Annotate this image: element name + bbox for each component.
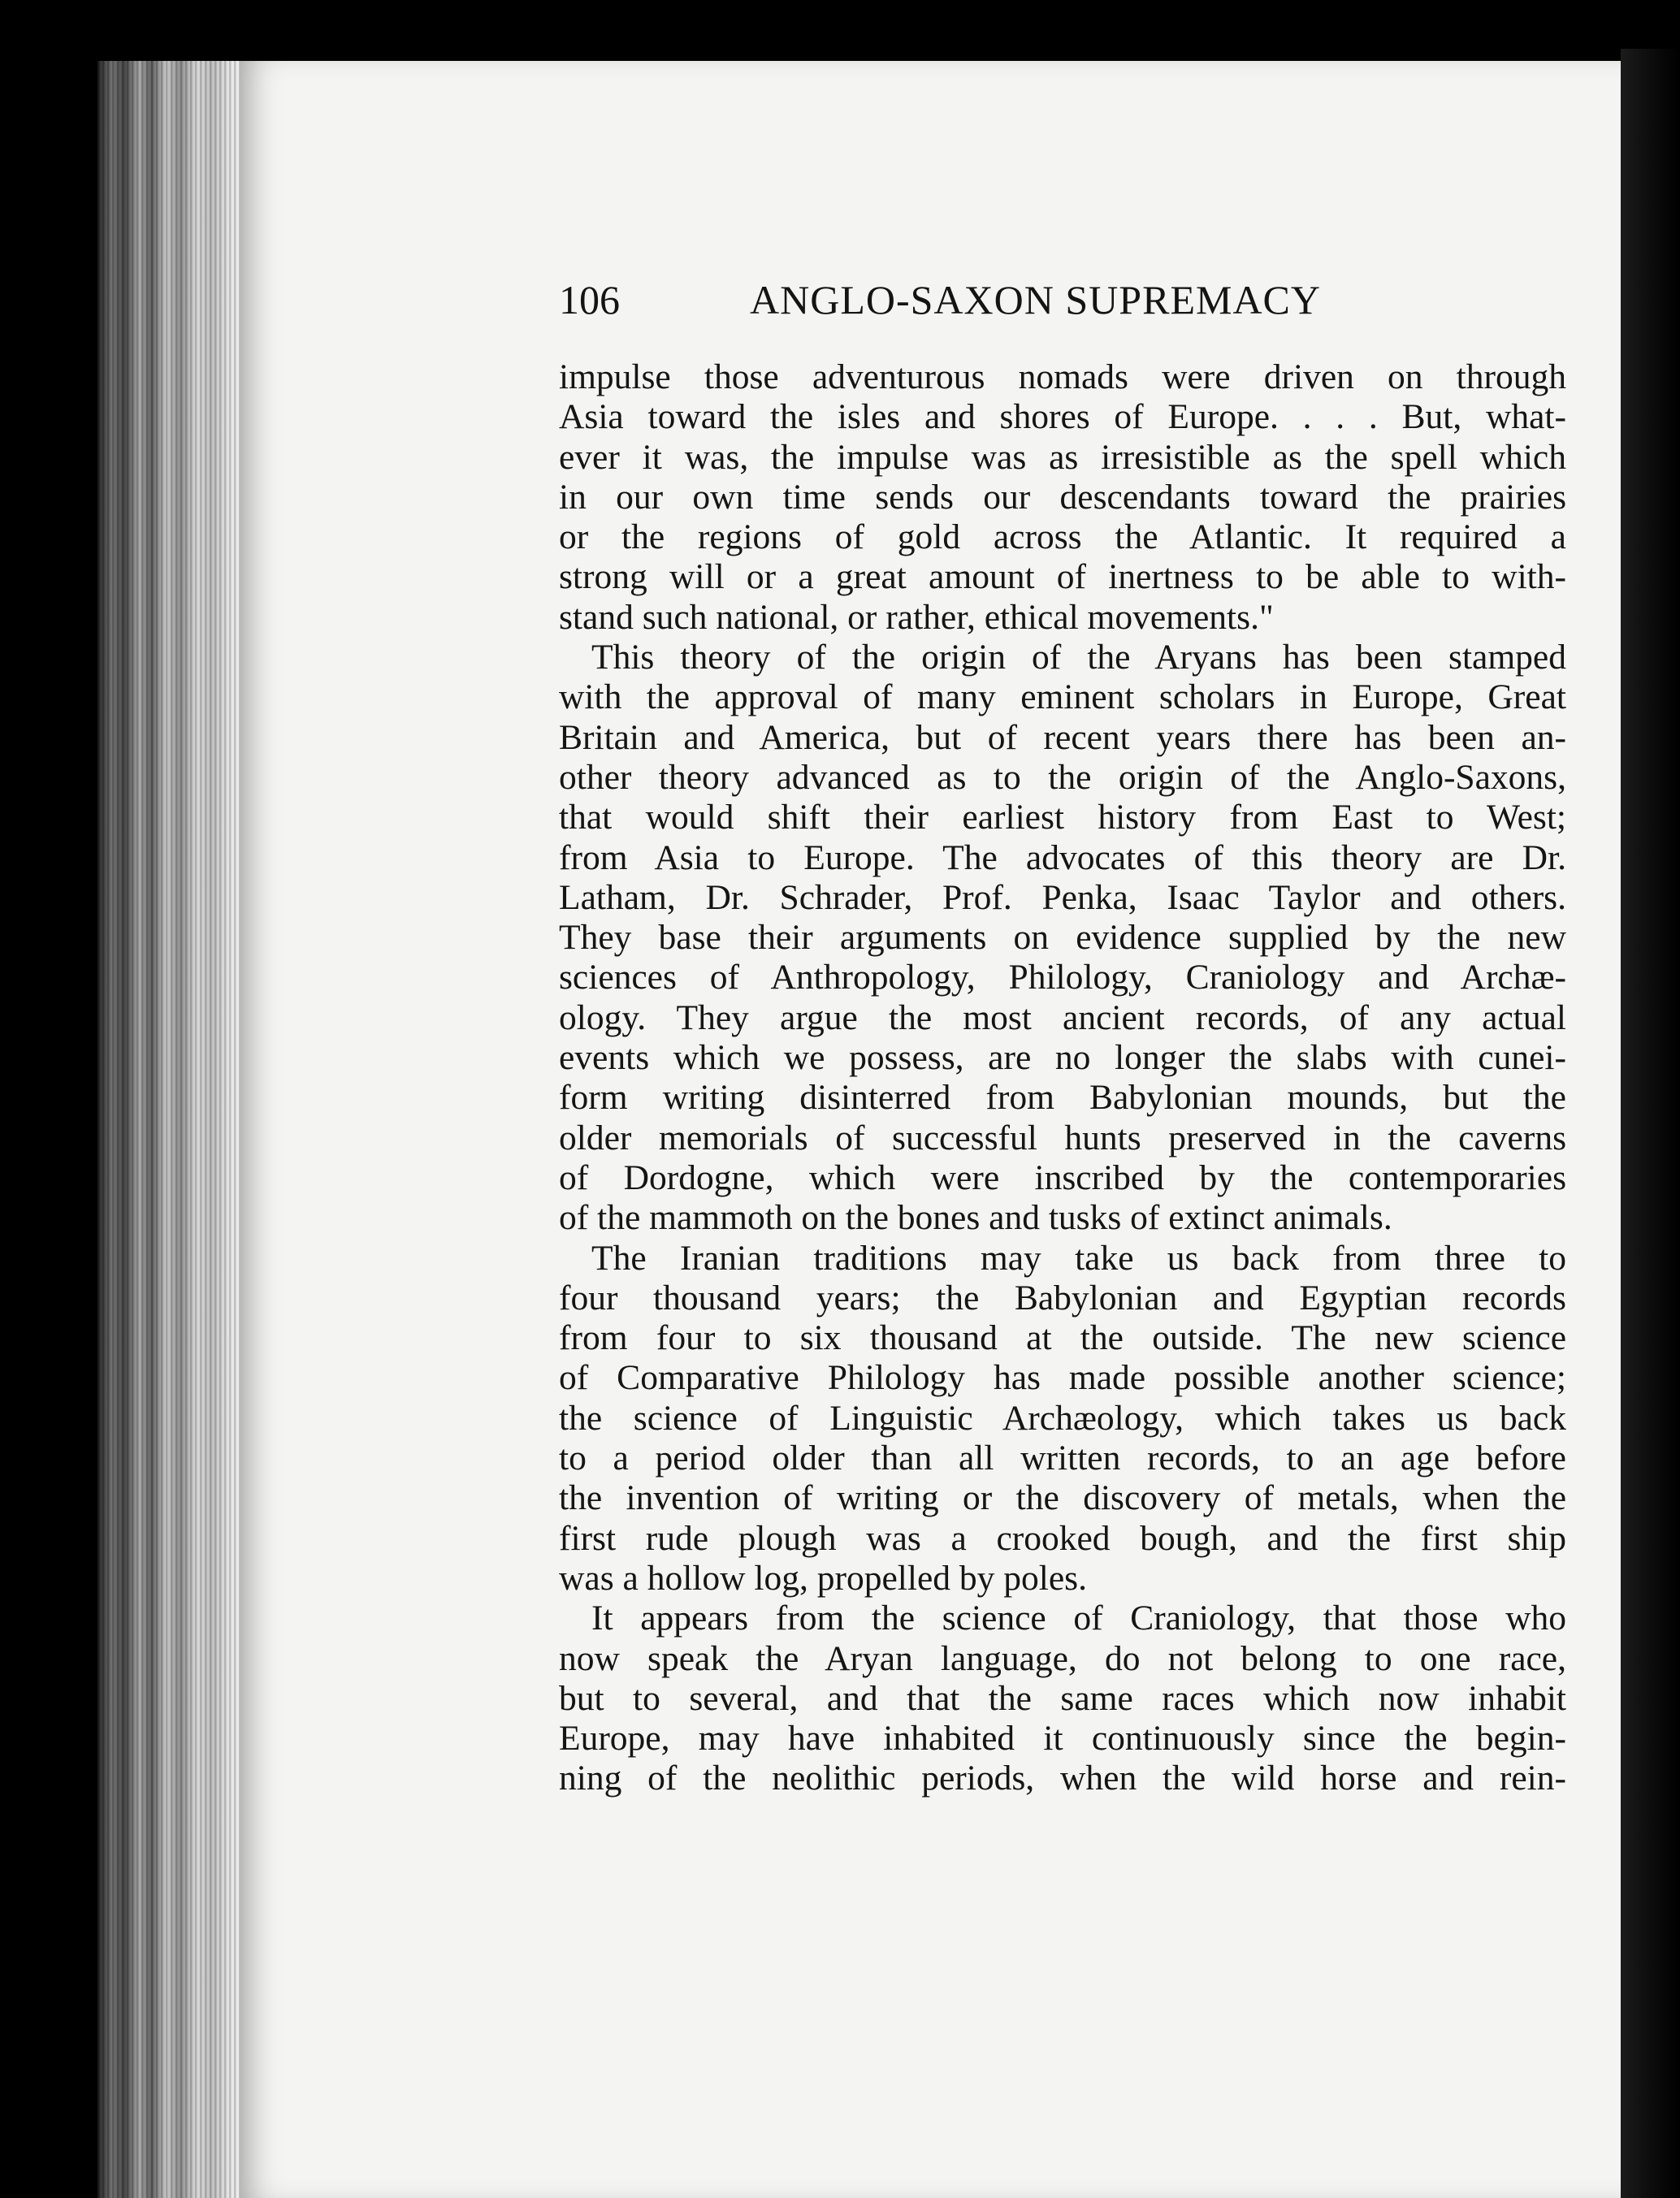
text-line: or the regions of gold across the Atlantic. It required a [559, 517, 1566, 557]
text-line: events which we possess, are no longer the slabs with cunei- [559, 1038, 1566, 1078]
page-number: 106 [559, 277, 620, 322]
paragraph [559, 638, 1566, 1238]
text-line: of the mammoth on the bones and tusks of extinct animals. [559, 1198, 1392, 1238]
paragraph [559, 1599, 1566, 1798]
text-line: ever it was, the impulse was as irresistible as the spell which [559, 437, 1566, 477]
text-line: Britain and America, but of recent years there has been an- [559, 717, 1566, 757]
text-line: This theory of the origin of the Aryans has been stamped [591, 638, 1566, 677]
text-line: of Comparative Philology has made possible another science; [559, 1358, 1566, 1398]
running-head [559, 276, 1371, 333]
text-line: the science of Linguistic Archæology, which takes us back [559, 1398, 1566, 1438]
text-line: impulse those adventurous nomads were driven on through [559, 357, 1566, 396]
text-line: Latham, Dr. Schrader, Prof. Penka, Isaac Taylor and others. [559, 877, 1566, 917]
text-line: They base their arguments on evidence supplied by the new [559, 918, 1566, 958]
text-line: strong will or a great amount of inertness to be able to with- [559, 557, 1566, 597]
text-line: but to several, and that the same races which now inhabit [559, 1678, 1566, 1718]
text-line: the invention of writing or the discovery of metals, when the [559, 1478, 1566, 1518]
text-line: ning of the neolithic periods, when the wild horse and rein- [559, 1759, 1566, 1798]
text-line: Asia toward the isles and shores of Europe. . . . But, what- [559, 397, 1566, 437]
text-line: other theory advanced as to the origin of the Anglo-Saxons, [559, 757, 1566, 797]
text-line: of Dordogne, which were inscribed by the contemporaries [559, 1157, 1566, 1197]
running-title: ANGLO-SAXON SUPREMACY [750, 277, 1322, 322]
text-line: It appears from the science of Craniology, that those who [591, 1599, 1566, 1638]
text-line: form writing disinterred from Babylonian mounds, but the [559, 1078, 1566, 1118]
text-line: with the approval of many eminent scholars in Europe, Great [559, 677, 1566, 717]
facing-page-shadow [1621, 49, 1680, 2198]
text-line: now speak the Aryan language, do not belong to one race, [559, 1638, 1566, 1678]
text-line: ology. They argue the most ancient records, of any actual [559, 997, 1566, 1037]
text-line: first rude plough was a crooked bough, and the first ship [559, 1518, 1566, 1558]
text-line: that would shift their earliest history from East to West; [559, 798, 1566, 837]
text-line: was a hollow log, propelled by poles. [559, 1558, 1087, 1598]
text-line: to a period older than all written records, to an age before [559, 1439, 1566, 1478]
text-line: four thousand years; the Babylonian and Egyptian records [559, 1278, 1566, 1318]
text-line: in our own time sends our descendants toward the prairies [559, 477, 1566, 517]
paragraph [559, 357, 1566, 638]
paragraph [559, 1239, 1566, 1599]
text-line: from Asia to Europe. The advocates of this theory are Dr. [559, 837, 1566, 877]
text-line: The Iranian traditions may take us back from three to [591, 1238, 1566, 1278]
text-line: from four to six thousand at the outside. The new science [559, 1318, 1566, 1358]
text-line: older memorials of successful hunts preserved in the caverns [559, 1118, 1566, 1157]
text-line: stand such national, or rather, ethical movements." [559, 597, 1274, 637]
body-text [559, 357, 1566, 1799]
text-line: Europe, may have inhabited it continuously since the begin- [559, 1719, 1566, 1759]
text-line: sciences of Anthropology, Philology, Craniology and Archæ- [559, 958, 1566, 997]
book-page-edges [97, 61, 248, 2198]
